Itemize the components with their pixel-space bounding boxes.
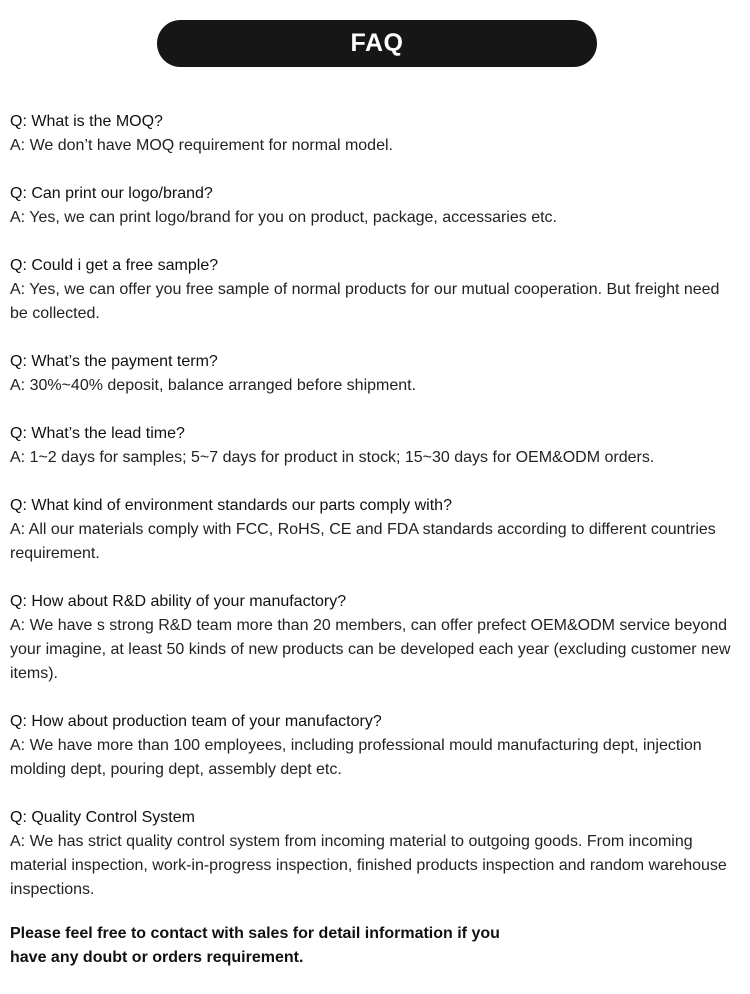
faq-answer-line: requirement. <box>10 545 100 562</box>
contact-note <box>10 922 500 970</box>
faq-answer-line: your imagine, at least 50 kinds of new products can be developed each year (excluding customer new <box>10 641 731 658</box>
faq-question: Q: What kind of environment standards our parts comply with? <box>10 497 452 514</box>
contact-note-line: Please feel free to contact with sales for detail information if you <box>10 925 500 942</box>
faq-item <box>10 254 745 326</box>
faq-answer-line: A: 30%~40% deposit, balance arranged before shipment. <box>10 377 417 394</box>
faq-answer-line: material inspection, work-in-progress inspection, finished products inspection and random warehouse <box>10 857 727 874</box>
faq-item <box>10 806 745 902</box>
faq-answer-line: A: 1~2 days for samples; 5~7 days for product in stock; 15~30 days for OEM&ODM orders. <box>10 449 655 466</box>
faq-answer-line: molding dept, pouring dept, assembly dept etc. <box>10 761 342 778</box>
faq-item <box>10 182 745 230</box>
faq-header-banner <box>157 20 597 67</box>
faq-question: Q: What’s the lead time? <box>10 425 185 442</box>
faq-answer-line: inspections. <box>10 881 95 898</box>
contact-note-line: have any doubt or orders requirement. <box>10 949 304 966</box>
faq-item <box>10 710 745 782</box>
faq-item <box>10 110 745 158</box>
faq-answer-line: A: We don’t have MOQ requirement for normal model. <box>10 137 393 154</box>
faq-list <box>10 110 745 926</box>
page-title: FAQ <box>350 29 404 57</box>
faq-question: Q: Can print our logo/brand? <box>10 185 213 202</box>
faq-item <box>10 422 745 470</box>
faq-answer-line: A: Yes, we can offer you free sample of normal products for our mutual cooperation. But freight need <box>10 281 720 298</box>
faq-answer-line: A: All our materials comply with FCC, RoHS, CE and FDA standards according to different countries <box>10 521 716 538</box>
faq-answer-line: A: We have more than 100 employees, including professional mould manufacturing dept, injection <box>10 737 702 754</box>
faq-answer-line: items). <box>10 665 58 682</box>
faq-item <box>10 590 745 686</box>
faq-answer-line: be collected. <box>10 305 100 322</box>
faq-item <box>10 350 745 398</box>
faq-answer-line: A: We have s strong R&D team more than 20 members, can offer prefect OEM&ODM service beyond <box>10 617 728 634</box>
faq-item <box>10 494 745 566</box>
faq-answer-line: A: We has strict quality control system from incoming material to outgoing goods. From incoming <box>10 833 693 850</box>
faq-question: Q: How about production team of your manufactory? <box>10 713 382 730</box>
faq-question: Q: Quality Control System <box>10 809 195 826</box>
faq-question: Q: What is the MOQ? <box>10 113 163 130</box>
faq-question: Q: How about R&D ability of your manufactory? <box>10 593 347 610</box>
faq-question: Q: What’s the payment term? <box>10 353 218 370</box>
faq-question: Q: Could i get a free sample? <box>10 257 219 274</box>
faq-answer-line: A: Yes, we can print logo/brand for you on product, package, accessaries etc. <box>10 209 557 226</box>
